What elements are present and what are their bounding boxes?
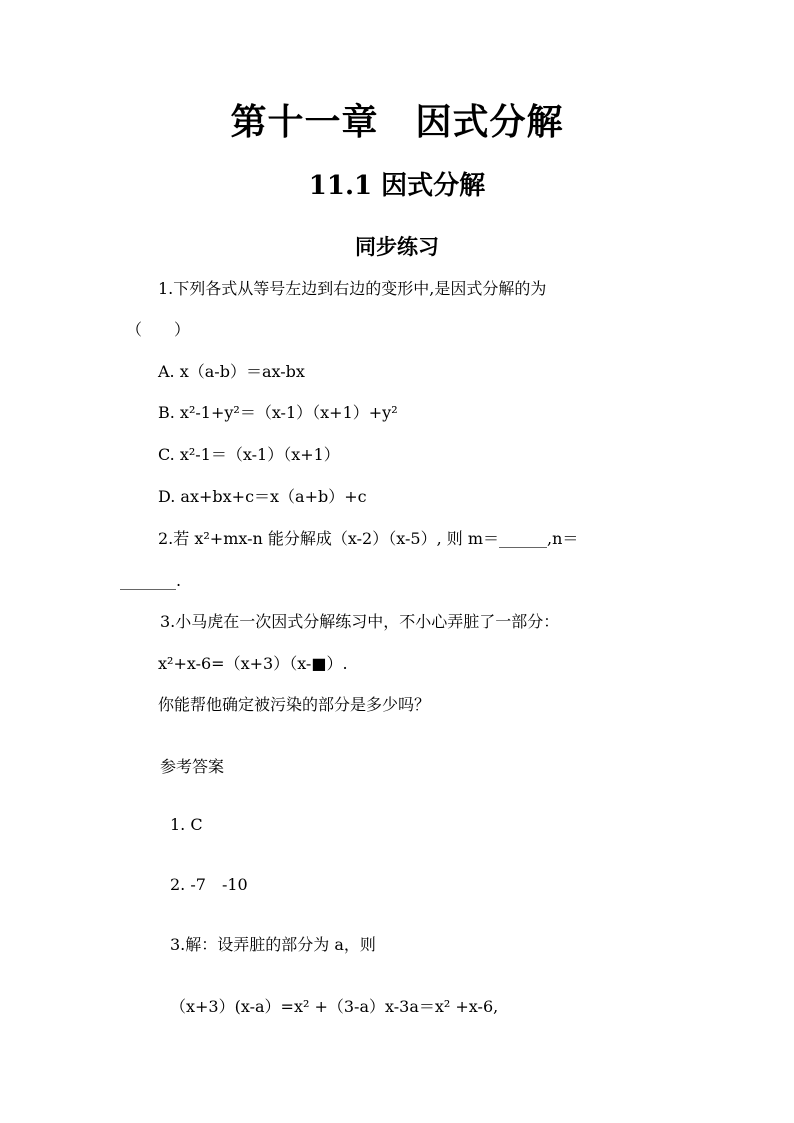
option-b: B. x²-1+y²＝（x-1）（x+1）+y²: [158, 403, 398, 422]
question-1-stem: 1.下列各式从等号左边到右边的变形中,是因式分解的为: [158, 279, 547, 298]
answer-2: 2. -7 -10: [170, 875, 248, 894]
question-2-line1: 2.若 x²+mx-n 能分解成（x-2）（x-5）, 则 m＝______,n＝: [158, 529, 579, 548]
question-3-line1: 3.小马虎在一次因式分解练习中，不小心弄脏了一部分：: [160, 612, 560, 631]
question-3-line2: x²+x-6=（x+3）（x-■）.: [158, 654, 348, 673]
section-title: 11.1 因式分解: [308, 171, 486, 201]
answers-heading: 参考答案: [160, 757, 225, 776]
option-c: C. x²-1＝（x-1）（x+1）: [158, 445, 340, 464]
answer-3-intro: 3.解：设弄脏的部分为 a，则: [170, 935, 376, 954]
option-a: A. x（a-b）＝ax-bx: [158, 362, 305, 381]
exercise-heading: 同步练习: [355, 234, 439, 259]
option-d: D. ax+bx+c＝x（a+b）+c: [158, 487, 367, 506]
chapter-title: 第十一章 因式分解: [230, 101, 564, 143]
answer-3-equation: （x+3）(x-a）=x² +（3-a）x-3a＝x² +x-6,: [170, 997, 499, 1016]
question-2-line2: _______.: [120, 571, 182, 590]
question-3-line3: 你能帮他确定被污染的部分是多少吗？: [158, 695, 431, 714]
answer-1: 1. C: [170, 815, 203, 834]
question-1-blank: （ ）: [126, 320, 191, 339]
